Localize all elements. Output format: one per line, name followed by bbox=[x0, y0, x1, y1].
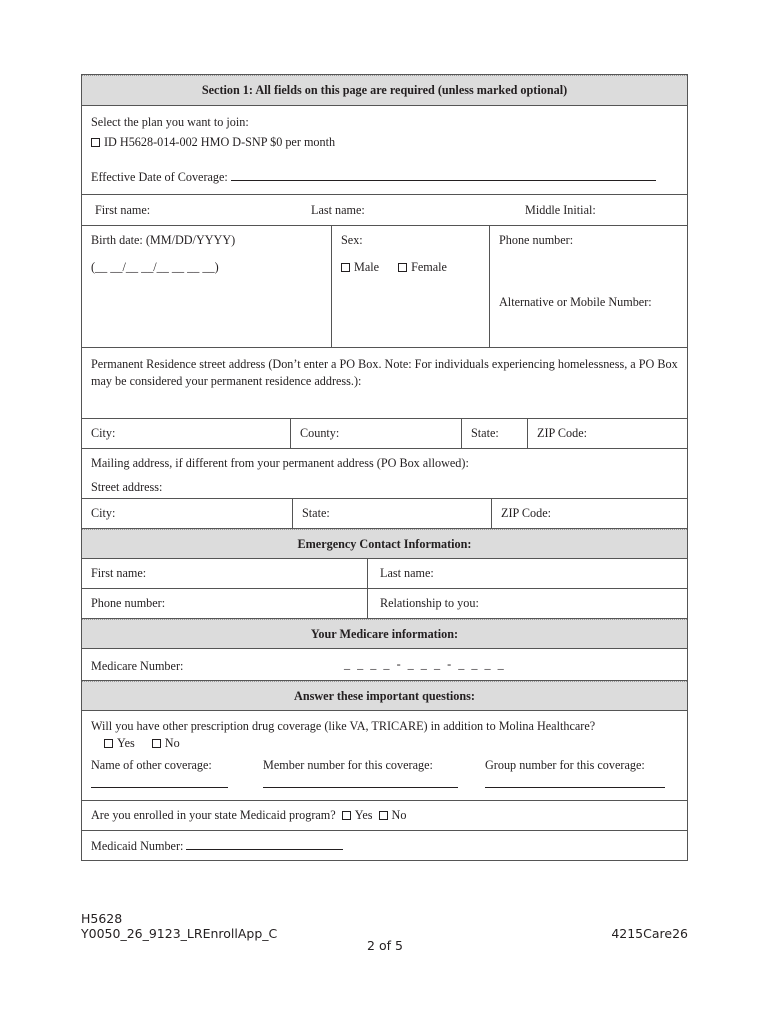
residence-city-row bbox=[82, 419, 687, 449]
member-number-field[interactable] bbox=[263, 757, 485, 788]
medicare-number-format: _ _ _ _ - _ _ _ - _ _ _ _ bbox=[344, 657, 506, 671]
sex-cell bbox=[331, 226, 489, 347]
residence-label: Permanent Residence street address (Don’t enter a PO Box. Note: For individuals experiencing homelessness, a PO Box may be considered your permanent residence address.): bbox=[91, 357, 678, 388]
member-number-line[interactable] bbox=[263, 775, 458, 788]
medicaid-yes-label: Yes bbox=[354, 808, 373, 822]
footer-code2: Y0050_26_9123_LREnrollApp_C bbox=[81, 926, 278, 941]
mailing-street-label: Street address: bbox=[91, 480, 163, 494]
group-number-field[interactable] bbox=[485, 757, 678, 788]
other-coverage-name-line[interactable] bbox=[91, 775, 228, 788]
residence-row[interactable] bbox=[82, 348, 687, 419]
mailing-zip-label: ZIP Code: bbox=[501, 506, 551, 520]
enrollment-form bbox=[81, 74, 688, 861]
medicaid-no[interactable] bbox=[379, 808, 407, 822]
plan-option[interactable] bbox=[91, 134, 678, 151]
mailing-city-label: City: bbox=[91, 506, 116, 520]
mailing-city-field[interactable] bbox=[82, 499, 292, 528]
medicaid-no-checkbox[interactable] bbox=[379, 811, 388, 820]
plan-option-label: ID H5628-014-002 HMO D-SNP $0 per month bbox=[104, 135, 336, 149]
questions-title: Answer these important questions: bbox=[294, 688, 475, 703]
first-name-field[interactable] bbox=[82, 196, 302, 225]
emergency-title: Emergency Contact Information: bbox=[297, 536, 472, 551]
effective-date-label: Effective Date of Coverage: bbox=[91, 170, 228, 184]
emergency-first-name-field[interactable] bbox=[82, 559, 367, 588]
footer-code1: H5628 bbox=[81, 911, 123, 926]
male-checkbox[interactable] bbox=[341, 263, 350, 272]
residence-city-label: City: bbox=[91, 426, 116, 440]
mailing-state-field[interactable] bbox=[292, 499, 491, 528]
medicare-title: Your Medicare information: bbox=[310, 626, 459, 641]
other-coverage-name-field[interactable] bbox=[91, 757, 263, 788]
mailing-zip-field[interactable] bbox=[491, 499, 687, 528]
select-plan-label: Select the plan you want to join: bbox=[91, 115, 249, 129]
other-coverage-yes[interactable] bbox=[104, 736, 135, 750]
group-number-label: Group number for this coverage: bbox=[485, 758, 645, 772]
residence-zip-field[interactable] bbox=[527, 419, 687, 448]
alt-phone-label: Alternative or Mobile Number: bbox=[499, 295, 652, 309]
emergency-phone-row bbox=[82, 589, 687, 619]
first-name-label: First name: bbox=[95, 202, 151, 217]
medicaid-row bbox=[82, 801, 687, 831]
medicare-number-row[interactable] bbox=[82, 649, 687, 681]
emergency-header bbox=[82, 529, 687, 559]
emergency-relationship-field[interactable] bbox=[367, 589, 687, 618]
medicaid-number-label: Medicaid Number: bbox=[91, 838, 184, 853]
female-checkbox[interactable] bbox=[398, 263, 407, 272]
other-coverage-no-checkbox[interactable] bbox=[152, 739, 161, 748]
mailing-row[interactable] bbox=[82, 449, 687, 499]
residence-city-field[interactable] bbox=[82, 419, 290, 448]
residence-zip-label: ZIP Code: bbox=[537, 426, 587, 440]
footer-left bbox=[81, 911, 277, 941]
residence-state-label: State: bbox=[471, 426, 499, 440]
residence-state-field[interactable] bbox=[461, 419, 527, 448]
emergency-phone-label: Phone number: bbox=[91, 596, 166, 610]
medicaid-question: Are you enrolled in your state Medicaid program? bbox=[91, 808, 336, 822]
middle-initial-field[interactable] bbox=[516, 196, 687, 225]
mailing-city-row bbox=[82, 499, 687, 529]
plan-selection-row bbox=[82, 106, 687, 195]
medicaid-number-line[interactable] bbox=[186, 837, 343, 850]
group-number-line[interactable] bbox=[485, 775, 665, 788]
other-coverage-yes-checkbox[interactable] bbox=[104, 739, 113, 748]
female-label: Female bbox=[411, 260, 447, 274]
phone-label: Phone number: bbox=[499, 233, 574, 247]
other-coverage-no[interactable] bbox=[152, 736, 180, 750]
emergency-first-name-label: First name: bbox=[91, 566, 147, 580]
residence-county-label: County: bbox=[300, 426, 340, 440]
section1-header bbox=[82, 75, 687, 106]
plan-checkbox[interactable] bbox=[91, 138, 100, 147]
residence-county-field[interactable] bbox=[290, 419, 461, 448]
medicaid-number-row[interactable] bbox=[82, 831, 687, 861]
other-coverage-name-label: Name of other coverage: bbox=[91, 758, 212, 772]
male-label: Male bbox=[354, 260, 380, 274]
questions-header bbox=[82, 681, 687, 711]
medicaid-yes-checkbox[interactable] bbox=[342, 811, 351, 820]
other-coverage-no-label: No bbox=[164, 736, 180, 750]
emergency-last-name-label: Last name: bbox=[380, 566, 434, 580]
last-name-label: Last name: bbox=[311, 202, 365, 217]
footer-right-code: 4215Care26 bbox=[611, 926, 688, 941]
medicare-header bbox=[82, 619, 687, 649]
other-coverage-yes-label: Yes bbox=[117, 736, 135, 750]
effective-date-field[interactable] bbox=[91, 168, 678, 186]
sex-label: Sex: bbox=[341, 233, 363, 247]
member-number-label: Member number for this coverage: bbox=[263, 758, 433, 772]
sex-female-option[interactable] bbox=[398, 260, 447, 274]
emergency-phone-field[interactable] bbox=[82, 589, 367, 618]
birth-sex-phone-row bbox=[82, 226, 687, 348]
emergency-name-row bbox=[82, 559, 687, 589]
section1-title: Section 1: All fields on this page are required (unless marked optional) bbox=[201, 83, 568, 97]
mailing-state-label: State: bbox=[302, 506, 330, 520]
phone-cell[interactable] bbox=[489, 226, 687, 347]
birth-date-format: (__ __/__ __/__ __ __ __) bbox=[91, 260, 219, 274]
effective-date-line[interactable] bbox=[231, 168, 656, 181]
birth-date-label: Birth date: (MM/DD/YYYY) bbox=[91, 233, 236, 247]
other-coverage-row bbox=[82, 711, 687, 801]
medicare-number-label: Medicare Number: bbox=[91, 659, 184, 673]
sex-male-option[interactable] bbox=[341, 260, 379, 274]
last-name-field[interactable] bbox=[302, 196, 516, 225]
medicaid-no-label: No bbox=[391, 808, 407, 822]
birth-date-cell[interactable] bbox=[82, 226, 331, 347]
mailing-label: Mailing address, if different from your permanent address (PO Box allowed): bbox=[91, 456, 469, 470]
name-row bbox=[82, 195, 687, 226]
other-coverage-question: Will you have other prescription drug coverage (like VA, TRICARE) in addition to Molina Healthcare? bbox=[91, 719, 596, 733]
medicaid-yes[interactable] bbox=[342, 808, 373, 822]
emergency-relationship-label: Relationship to you: bbox=[380, 596, 479, 610]
emergency-last-name-field[interactable] bbox=[367, 559, 687, 588]
middle-initial-label: Middle Initial: bbox=[525, 202, 596, 217]
footer-page-number: 2 of 5 bbox=[367, 938, 403, 953]
